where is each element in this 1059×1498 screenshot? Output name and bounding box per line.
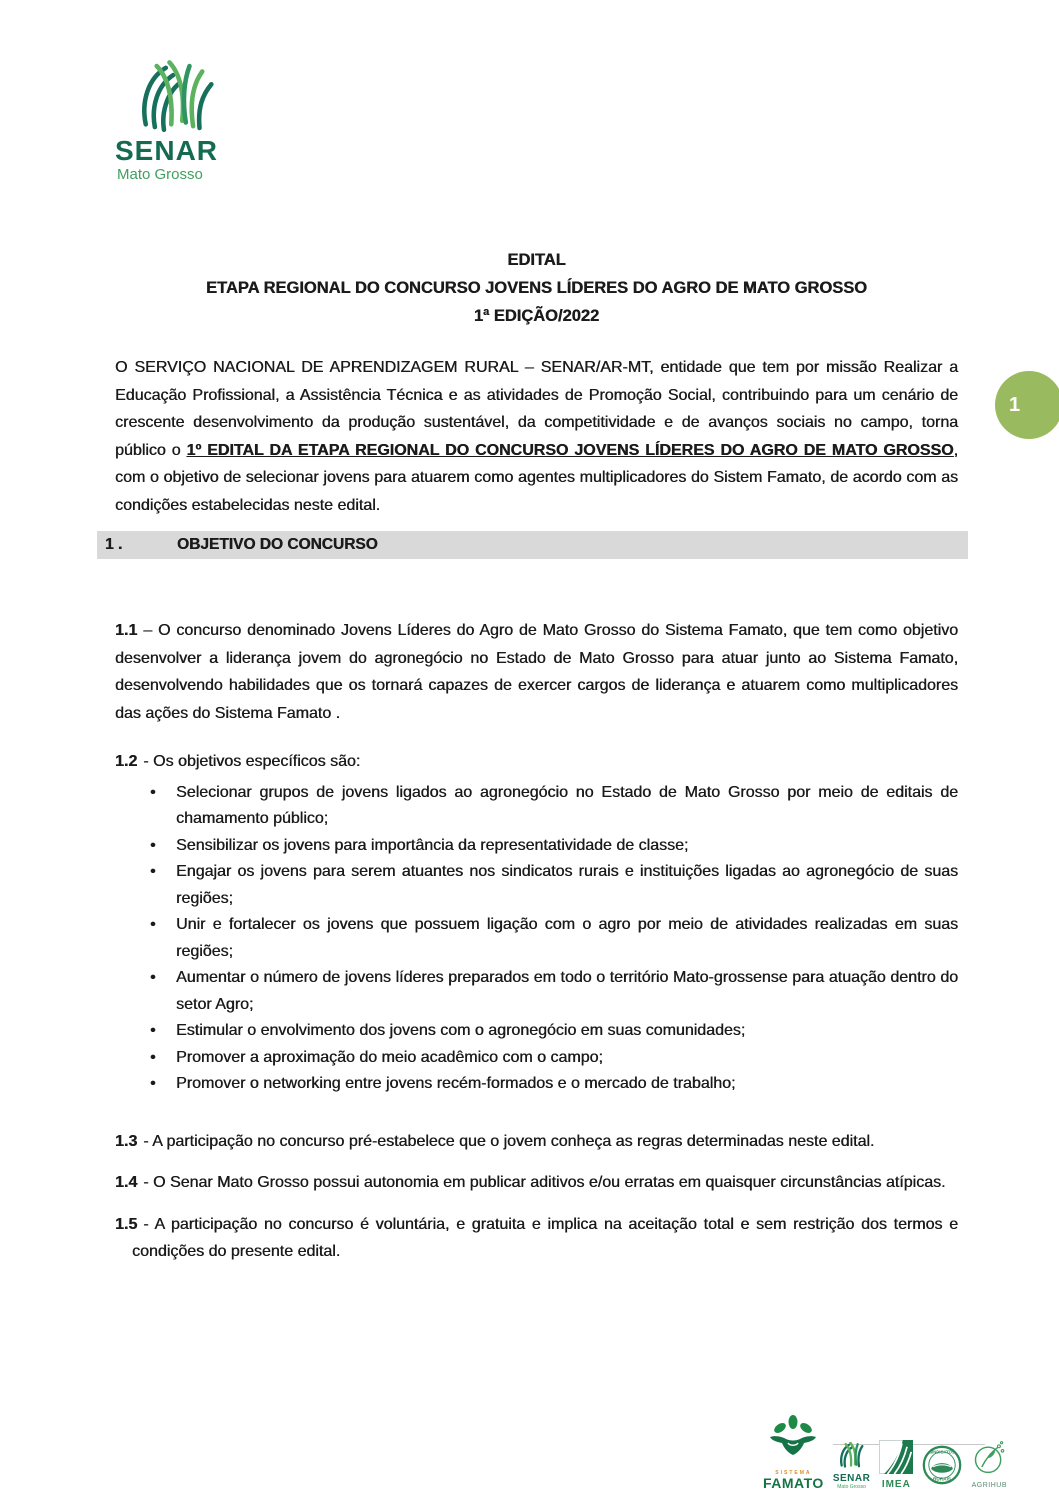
senar-footer-logo (833, 1442, 871, 1490)
imea-label: IMEA (881, 1479, 911, 1490)
senar-logo-wordmark: SENAR (115, 135, 219, 166)
senar-arcs-icon (133, 60, 215, 134)
objective-item: • Engajar os jovens para serem atuantes nos sindicatos rurais e instituições ligadas ao agronegócio de suas regiões; (148, 859, 958, 912)
senar-footer-label: SENAR (832, 1473, 871, 1484)
clause-1-3-number: 1.3 (115, 1132, 138, 1150)
famato-logo (763, 1415, 824, 1490)
page-number-badge (995, 371, 1059, 439)
senar-logo-subtitle: Mato Grosso (117, 166, 203, 183)
senar-footer-subtitle: Mato Grosso (837, 1484, 866, 1490)
agrihub-icon (971, 1440, 1007, 1476)
objective-item: • Estimular o envolvimento dos jovens com o agronegócio em suas comunidades; (148, 1018, 958, 1045)
footer-logos (763, 1415, 1007, 1490)
clause-1-5 (115, 1211, 958, 1266)
intro-edital-emphasis: 1º EDITAL DA ETAPA REGIONAL DO CONCURSO JOVENS LÍDERES DO AGRO DE MATO GROSSO (186, 441, 954, 459)
doc-title-line1: EDITAL (507, 251, 566, 269)
clause-1-5-text: - A participação no concurso é voluntária, e gratuita e implica na aceitação total e sem restrição dos termos e condições do presente edital. (132, 1215, 958, 1260)
agrihub-logo (971, 1440, 1007, 1490)
clause-1-1-text: – O concurso denominado Jovens Líderes do Agro de Mato Grosso do Sistema Famato, que tem como objetivo desenvolver a liderança jovem do agronegócio no Estado de Mato Grosso para atuar junto ao Sistema Famato, desenvolvendo habilidades que os tornará capazes de exercer cargos de liderança e atuarem como multiplicadores das ações do Sistema Famato . (115, 622, 958, 722)
objectives-list (148, 780, 958, 1098)
famato-label: FAMATO (763, 1475, 824, 1491)
clause-1-5-number: 1.5 (115, 1215, 138, 1233)
objective-item: • Unir e fortalecer os jovens que possuem ligação com o agro por meio de atividades realizadas em suas regiões; (148, 912, 958, 965)
imea-logo (879, 1440, 913, 1490)
senar-footer-arcs-icon (837, 1442, 867, 1469)
objective-item: • Aumentar o número de jovens líderes preparados em todo o território Mato-grossense para atuação dentro do setor Agro; (148, 965, 958, 1018)
clause-1-1 (115, 617, 958, 727)
objective-item: • Sensibilizar os jovens para importância da representatividade de classe; (148, 833, 958, 860)
doc-title-line3: 1ª EDIÇÃO/2022 (473, 307, 600, 325)
svg-text:SINDICATOS: SINDICATOS (929, 1449, 955, 1455)
famato-system-label: SISTEMA (775, 1470, 812, 1476)
svg-text:RURAIS: RURAIS (933, 1477, 952, 1483)
intro-paragraph (115, 354, 958, 519)
page-number: 1 (1009, 393, 1021, 416)
senar-logo (115, 60, 235, 184)
clause-1-2-number: 1.2 (115, 753, 138, 770)
clause-1-4-text: - O Senar Mato Grosso possui autonomia em publicar aditivos e/ou erratas em quaisquer circunstâncias atípicas. (143, 1174, 946, 1191)
intro-part1: O SERVIÇO NACIONAL DE APRENDIZAGEM RURAL – SENAR/AR-MT, entidade que tem por missão Realizar a Educação Profissional, a Assistência Técnica e as atividades de Promoção Social, contribuindo para um cenário de crescente desenvolvimento da produção sustentável, da competitividade e de avanços sociais no campo, torna público o (115, 359, 958, 459)
objective-item: • Selecionar grupos de jovens ligados ao agronegócio no Estado de Mato Grosso por meio de editais de chamamento público; (148, 780, 958, 833)
objective-item: • Promover o networking entre jovens recém-formados e o mercado de trabalho; (148, 1071, 958, 1098)
clause-1-3 (115, 1128, 958, 1156)
clause-1-1-number: 1.1 (115, 622, 138, 639)
clause-1-4-number: 1.4 (115, 1174, 138, 1191)
intro-part3: , com o objetivo de selecionar jovens para atuarem como agentes multiplicadores do Sistem Famato, de acordo com as condições estabelecidas neste edital. (115, 441, 958, 514)
title-block (115, 246, 958, 330)
sindicatos-rurais-logo (922, 1445, 962, 1490)
doc-title-line2: ETAPA REGIONAL DO CONCURSO JOVENS LÍDERES DO AGRO DE MATO GROSSO (206, 279, 867, 297)
sindicatos-rurais-icon (922, 1445, 962, 1485)
objective-item: • Promover a aproximação do meio acadêmico com o campo; (148, 1045, 958, 1072)
famato-icon (766, 1415, 820, 1465)
clause-1-4 (115, 1169, 958, 1197)
agrihub-label: AGRIHUB (971, 1482, 1008, 1489)
imea-icon (879, 1440, 913, 1474)
section-1-title: OBJETIVO DO CONCURSO (177, 536, 378, 553)
section-1-header (97, 531, 968, 559)
section-1-number: 1 . (105, 536, 123, 553)
clause-1-3-text: - A participação no concurso pré-estabelece que o jovem conheça as regras determinadas neste edital. (143, 1132, 875, 1150)
clause-1-2 (115, 748, 958, 776)
clause-1-2-text: - Os objetivos específicos são: (143, 753, 361, 770)
